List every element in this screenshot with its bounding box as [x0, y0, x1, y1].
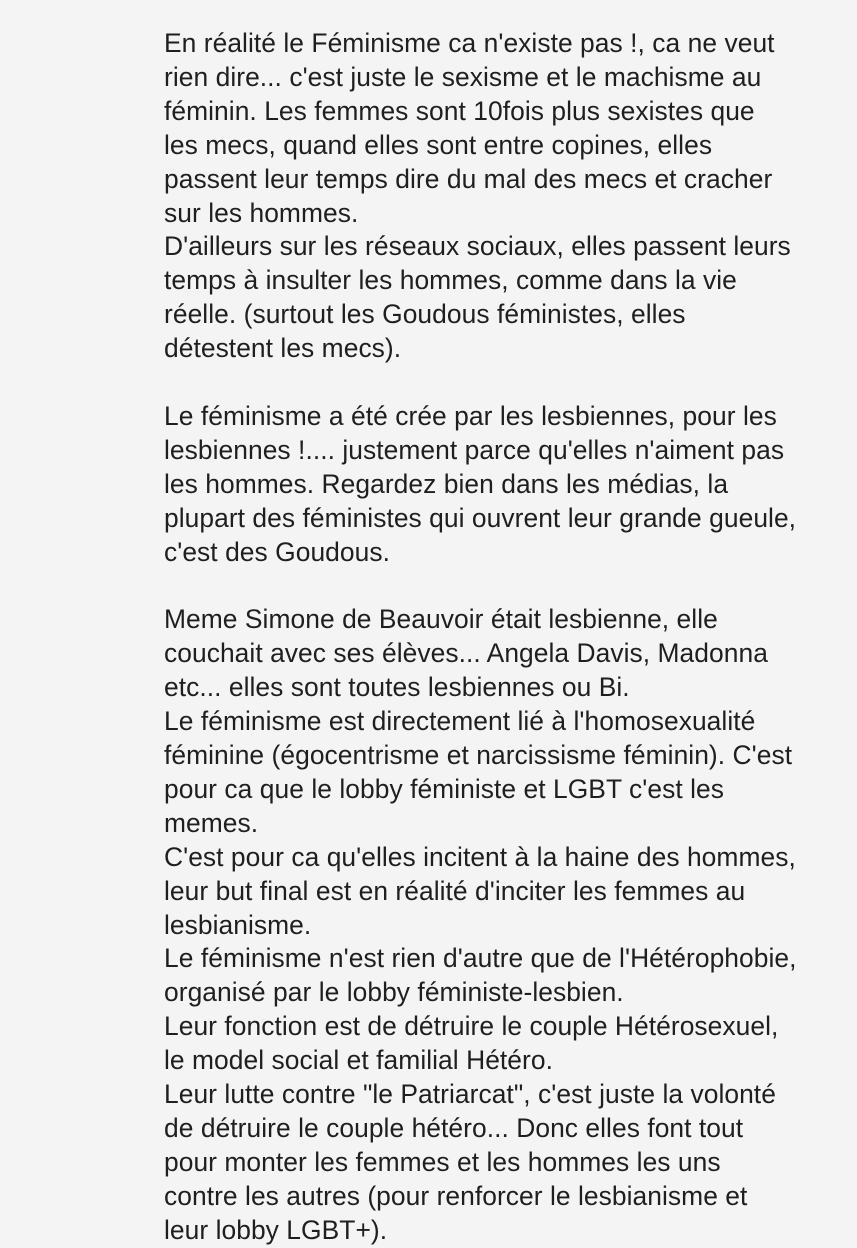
paragraph-spacer	[164, 569, 854, 603]
text-line: les hommes. Regardez bien dans les médias, la	[164, 468, 729, 499]
text-line: féminin. Les femmes sont 10fois plus sexistes que	[164, 95, 755, 126]
text-line: c'est des Goudous.	[164, 536, 390, 567]
text-line: pour monter les femmes et les hommes les uns	[164, 1146, 721, 1177]
text-line: plupart des féministes qui ouvrent leur grande gueule,	[164, 502, 797, 533]
text-line: leur lobby LGBT+).	[164, 1214, 388, 1245]
text-line: détestent les mecs).	[164, 333, 402, 364]
text-line: pour ca que le lobby féministe et LGBT c'est les	[164, 773, 724, 804]
text-line: Leur fonction est de détruire le couple Hétérosexuel,	[164, 1011, 779, 1042]
text-line: passent leur temps dire du mal des mecs et cracher	[164, 163, 773, 194]
text-line: contre les autres (pour renforcer le lesbianisme et	[164, 1180, 748, 1211]
paragraph-spacer	[164, 366, 854, 400]
text-line: les mecs, quand elles sont entre copines, elles	[164, 129, 713, 160]
text-line: sur les hommes.	[164, 197, 359, 228]
text-line: de détruire le couple hétéro... Donc elles font tout	[164, 1112, 744, 1143]
text-line: leur but final est en réalité d'inciter les femmes au	[164, 875, 746, 906]
text-line: Le féminisme a été crée par les lesbiennes, pour les	[164, 400, 777, 431]
text-line: etc... elles sont toutes lesbiennes ou Bi.	[164, 672, 630, 703]
text-line: Leur lutte contre "le Patriarcat", c'est juste la volonté	[164, 1079, 776, 1110]
post-body-text	[164, 27, 854, 1248]
text-line: Meme Simone de Beauvoir était lesbienne, elle	[164, 604, 718, 635]
text-line: Le féminisme n'est rien d'autre que de l'Hétérophobie,	[164, 943, 797, 974]
text-line: memes.	[164, 807, 259, 838]
text-line: lesbianisme.	[164, 909, 312, 940]
text-line: Le féminisme est directement lié à l'homosexualité	[164, 706, 756, 737]
text-line: organisé par le lobby féministe-lesbien.	[164, 977, 624, 1008]
text-line: lesbiennes !.... justement parce qu'elles n'aiment pas	[164, 434, 785, 465]
text-line: temps à insulter les hommes, comme dans la vie	[164, 265, 737, 296]
text-line: rien dire... c'est juste le sexisme et le machisme au	[164, 61, 762, 92]
text-line: couchait avec ses élèves... Angela Davis, Madonna	[164, 638, 768, 669]
text-line: C'est pour ca qu'elles incitent à la haine des hommes,	[164, 841, 796, 872]
text-line: réelle. (surtout les Goudous féministes, elles	[164, 299, 686, 330]
text-line: féminine (égocentrisme et narcissisme féminin). C'est	[164, 740, 793, 770]
text-line: En réalité le Féminisme ca n'existe pas !, ca ne veut	[164, 28, 775, 58]
text-line: le model social et familial Hétéro.	[164, 1045, 553, 1076]
text-line: D'ailleurs sur les réseaux sociaux, elles passent leurs	[164, 231, 791, 262]
